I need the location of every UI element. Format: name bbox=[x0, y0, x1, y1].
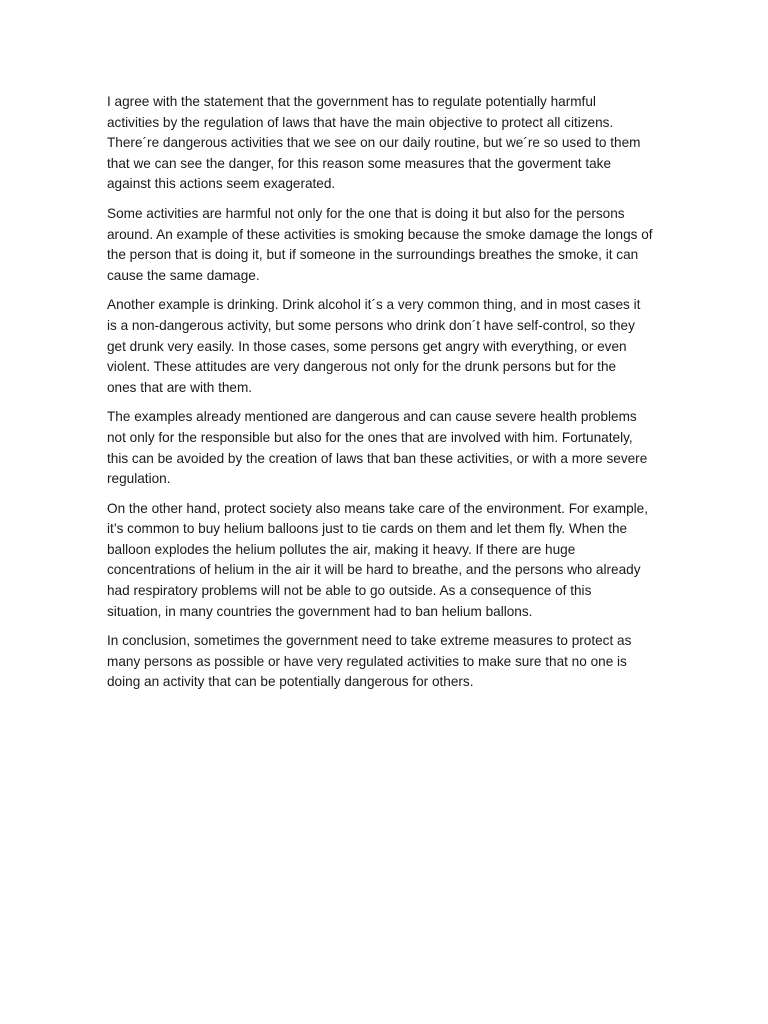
text-line: In conclusion, sometimes the government need to take extreme measures to protect as bbox=[107, 633, 632, 649]
text-line: this can be avoided by the creation of laws that ban these activities, or with a more severe bbox=[107, 450, 648, 466]
text-line: I agree with the statement that the government has to regulate potentially harmful bbox=[107, 94, 596, 109]
text-line: around. An example of these activities is smoking because the smoke damage the longs of bbox=[107, 226, 653, 242]
text-line: against this actions seem exagerated. bbox=[107, 176, 336, 192]
text-line: doing an activity that can be potentially dangerous for others. bbox=[107, 674, 474, 690]
text-line: Some activities are harmful not only for the one that is doing it but also for the persons bbox=[107, 205, 625, 221]
text-line: On the other hand, protect society also means take care of the environment. For example, bbox=[107, 500, 649, 516]
text-line: not only for the responsible but also for the ones that are involved with him. Fortunately, bbox=[107, 429, 633, 445]
text-line: Another example is drinking. Drink alcohol it´s a very common thing, and in most cases it bbox=[107, 297, 641, 313]
text-line: There´re dangerous activities that we see on our daily routine, but we´re so used to them bbox=[107, 135, 641, 151]
text-line: had respiratory problems will not be able to go outside. As a consequence of this bbox=[107, 583, 592, 599]
text-line: ones that are with them. bbox=[107, 379, 253, 395]
paragraph-regulation bbox=[107, 407, 663, 489]
text-line: concentrations of helium in the air it will be hard to breathe, and the persons who already bbox=[107, 562, 641, 578]
paragraph-drinking bbox=[107, 295, 663, 398]
text-line: is a non-dangerous activity, but some persons who drink don´t have self-control, so they bbox=[107, 317, 635, 333]
text-line: activities by the regulation of laws that have the main objective to protect all citizens. bbox=[107, 114, 614, 130]
text-line: balloon explodes the helium pollutes the air, making it heavy. If there are huge bbox=[107, 541, 576, 557]
text-line: cause the same damage. bbox=[107, 267, 260, 283]
essay-body bbox=[107, 92, 663, 702]
text-line: many persons as possible or have very regulated activities to make sure that no one is bbox=[107, 653, 627, 669]
text-line: that we can see the danger, for this reason some measures that the goverment take bbox=[107, 155, 612, 171]
text-line: The examples already mentioned are dangerous and can cause severe health problems bbox=[107, 409, 637, 425]
paragraph-introduction bbox=[107, 92, 663, 195]
text-line: get drunk very easily. In those cases, some persons get angry with everything, or even bbox=[107, 338, 627, 354]
text-line: violent. These attitudes are very dangerous not only for the drunk persons but for the bbox=[107, 359, 617, 375]
text-line: it’s common to buy helium balloons just to tie cards on them and let them fly. When the bbox=[107, 521, 628, 537]
paragraph-smoking bbox=[107, 204, 663, 286]
text-line: situation, in many countries the government had to ban helium ballons. bbox=[107, 603, 533, 619]
paragraph-environment bbox=[107, 499, 663, 623]
paragraph-conclusion bbox=[107, 631, 663, 693]
text-line: regulation. bbox=[107, 471, 171, 487]
text-line: the person that is doing it, but if someone in the surroundings breathes the smoke, it can bbox=[107, 247, 639, 263]
